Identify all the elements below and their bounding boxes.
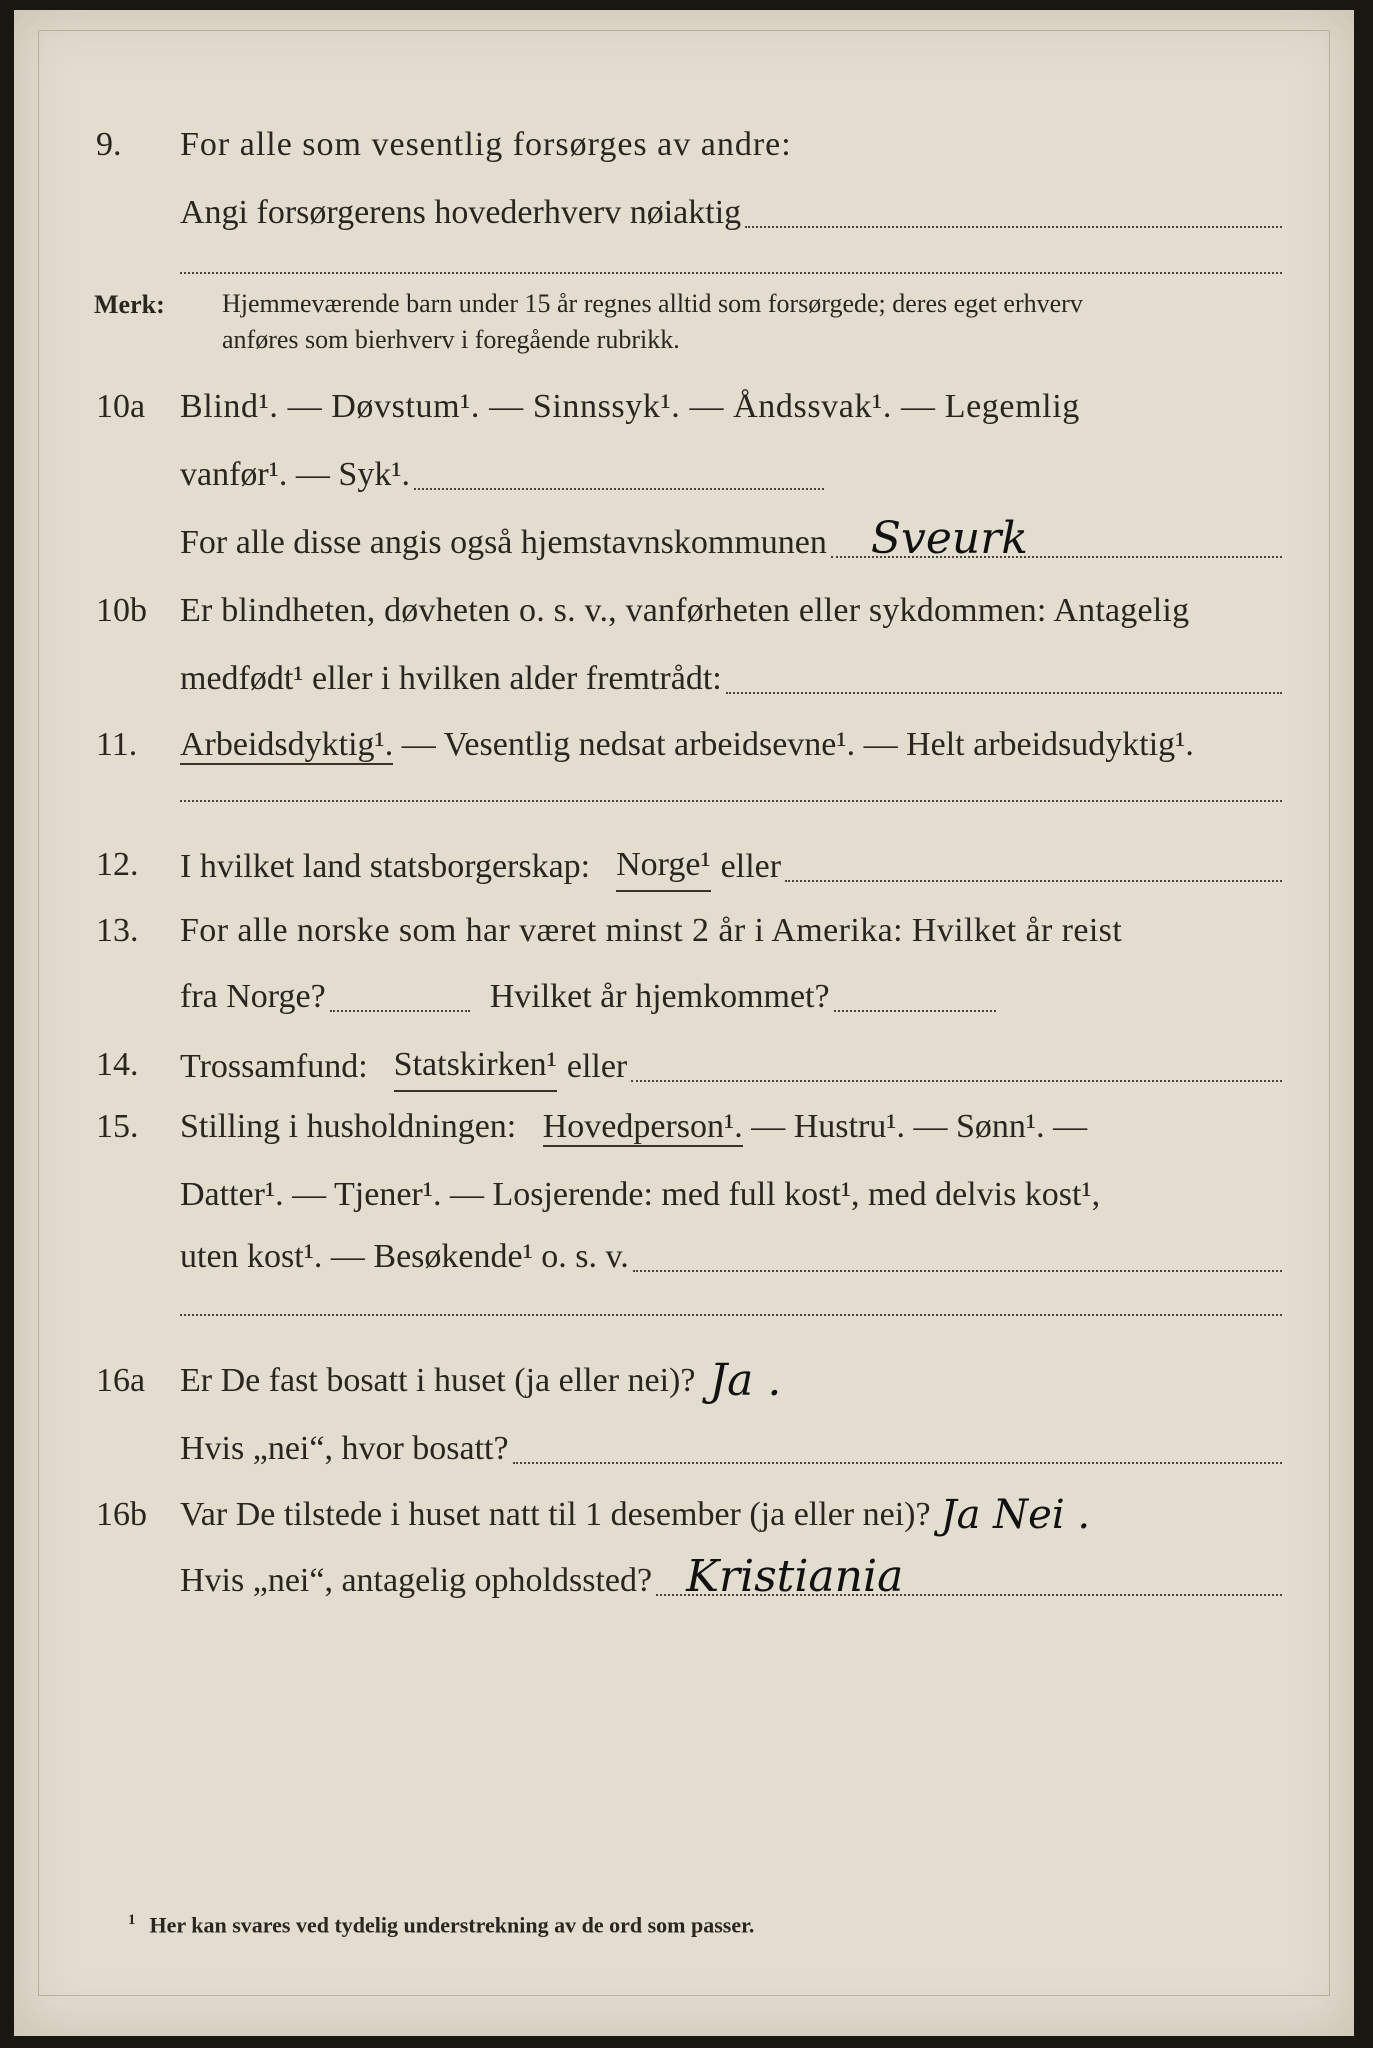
- answer-field-continuation[interactable]: [180, 1314, 1282, 1316]
- answer-field[interactable]: [726, 692, 1282, 694]
- census-form-page: [14, 10, 1354, 2036]
- answer-field[interactable]: [414, 488, 824, 490]
- question-number: 9.: [96, 126, 122, 163]
- answer-field[interactable]: [831, 513, 1282, 564]
- question-text: Angi forsørgerens hovederhverv nøiaktig: [180, 194, 742, 231]
- question-text: Hvis „nei“, hvor bosatt?: [180, 1430, 509, 1467]
- question-text: — Hustru¹. — Sønn¹. —: [751, 1108, 1088, 1145]
- question-number: 11.: [96, 726, 138, 763]
- footnote-mark: 1: [128, 1912, 136, 1928]
- question-15-line-2: [14, 1170, 1354, 1220]
- question-16b-line-2: [14, 1551, 1354, 1606]
- question-9-line-1: [14, 120, 1354, 170]
- question-text: Var De tilstede i huset natt til 1 desember (ja eller nei)?: [180, 1496, 931, 1533]
- question-text: For alle som vesentlig forsørges av andre:: [180, 126, 792, 163]
- question-number: 14.: [96, 1046, 139, 1083]
- question-10b-line-1: [14, 586, 1354, 636]
- question-10a-line-2: [14, 450, 1354, 500]
- handwritten-answer: Kristiania: [686, 1551, 904, 1602]
- question-text: For alle norske som har været minst 2 år i Amerika: Hvilket år reist: [180, 912, 1123, 949]
- question-16a-line-2: [14, 1424, 1354, 1474]
- answer-field[interactable]: [785, 880, 1282, 882]
- question-text: uten kost¹. — Besøkende¹ o. s. v.: [180, 1238, 629, 1275]
- note-text-line-1: Hjemmeværende barn under 15 år regnes alltid som forsørgede; deres eget erhverv: [222, 289, 1083, 318]
- handwritten-answer: Ja .: [709, 1355, 782, 1406]
- question-text: Stilling i husholdningen:: [180, 1108, 517, 1145]
- answer-field[interactable]: [745, 226, 1282, 228]
- note-text-line-2: anføres som bierhverv i foregående rubrikk.: [222, 325, 680, 354]
- question-10a-line-3: [14, 513, 1354, 568]
- question-text: eller: [566, 1048, 628, 1085]
- question-text: vanfør¹. — Syk¹.: [180, 456, 411, 493]
- question-13-line-1: [14, 906, 1354, 956]
- question-number: 16a: [96, 1362, 146, 1399]
- underlined-option[interactable]: Arbeidsdyktig¹.: [180, 726, 394, 763]
- underlined-option[interactable]: Statskirken¹: [394, 1040, 557, 1092]
- question-text: I hvilket land statsborgerskap:: [180, 848, 591, 885]
- question-number: 13.: [96, 912, 139, 949]
- underlined-option[interactable]: Norge¹: [616, 840, 711, 892]
- question-14: [14, 1040, 1354, 1090]
- question-text: — Vesentlig nedsat arbeidsevne¹. — Helt arbeidsudyktig¹.: [401, 726, 1194, 763]
- question-text: Er blindheten, døvheten o. s. v., vanførheten eller sykdommen: Antagelig: [180, 592, 1190, 629]
- question-text: Hvis „nei“, antagelig opholdssted?: [180, 1562, 653, 1599]
- question-text: Trossamfund:: [180, 1048, 368, 1085]
- question-text: Er De fast bosatt i huset (ja eller nei)?: [180, 1362, 696, 1399]
- question-15-line-1: [14, 1102, 1354, 1152]
- answer-field[interactable]: [513, 1462, 1282, 1464]
- question-15-line-3: [14, 1232, 1354, 1282]
- question-11: [14, 720, 1354, 770]
- question-text: eller: [720, 848, 782, 885]
- handwritten-answer: Ja Nei .: [940, 1492, 1091, 1538]
- answer-field[interactable]: [633, 1270, 1282, 1272]
- question-number: 12.: [96, 846, 139, 883]
- question-number: 10a: [96, 388, 146, 425]
- question-16b-line-1: [14, 1490, 1354, 1540]
- question-10a-line-1: [14, 382, 1354, 432]
- question-text: fra Norge?: [180, 978, 326, 1015]
- question-number: 16b: [96, 1496, 147, 1533]
- question-text: Hvilket år hjemkommet?: [489, 978, 830, 1015]
- question-16a-line-1: [14, 1356, 1354, 1406]
- question-12: [14, 840, 1354, 890]
- underlined-option[interactable]: Hovedperson¹.: [542, 1108, 743, 1145]
- question-10b-line-2: [14, 654, 1354, 704]
- question-text: Datter¹. — Tjener¹. — Losjerende: med full kost¹, med delvis kost¹,: [180, 1176, 1101, 1213]
- question-number: 15.: [96, 1108, 139, 1145]
- question-9-line-2: [14, 188, 1354, 238]
- answer-field-continuation[interactable]: [180, 272, 1282, 274]
- note-label: Merk:: [94, 290, 165, 319]
- handwritten-answer: Sveurk: [870, 513, 1028, 564]
- question-text: medfødt¹ eller i hvilken alder fremtrådt:: [180, 660, 722, 697]
- question-text: For alle disse angis også hjemstavnskommunen: [180, 524, 827, 561]
- question-number: 10b: [96, 592, 147, 629]
- answer-field[interactable]: [656, 1551, 1282, 1602]
- question-13-line-2: [14, 972, 1354, 1022]
- answer-field[interactable]: [631, 1080, 1282, 1082]
- question-text: Blind¹. — Døvstum¹. — Sinnssyk¹. — Åndssvak¹. — Legemlig: [180, 388, 1080, 425]
- answer-field-reist[interactable]: [330, 1010, 470, 1012]
- answer-field[interactable]: [180, 800, 1282, 802]
- footnote: [128, 1912, 754, 1938]
- footnote-text: Her kan svares ved tydelig understrekning av de ord som passer.: [149, 1912, 755, 1938]
- answer-field-hjemkommet[interactable]: [834, 1010, 996, 1012]
